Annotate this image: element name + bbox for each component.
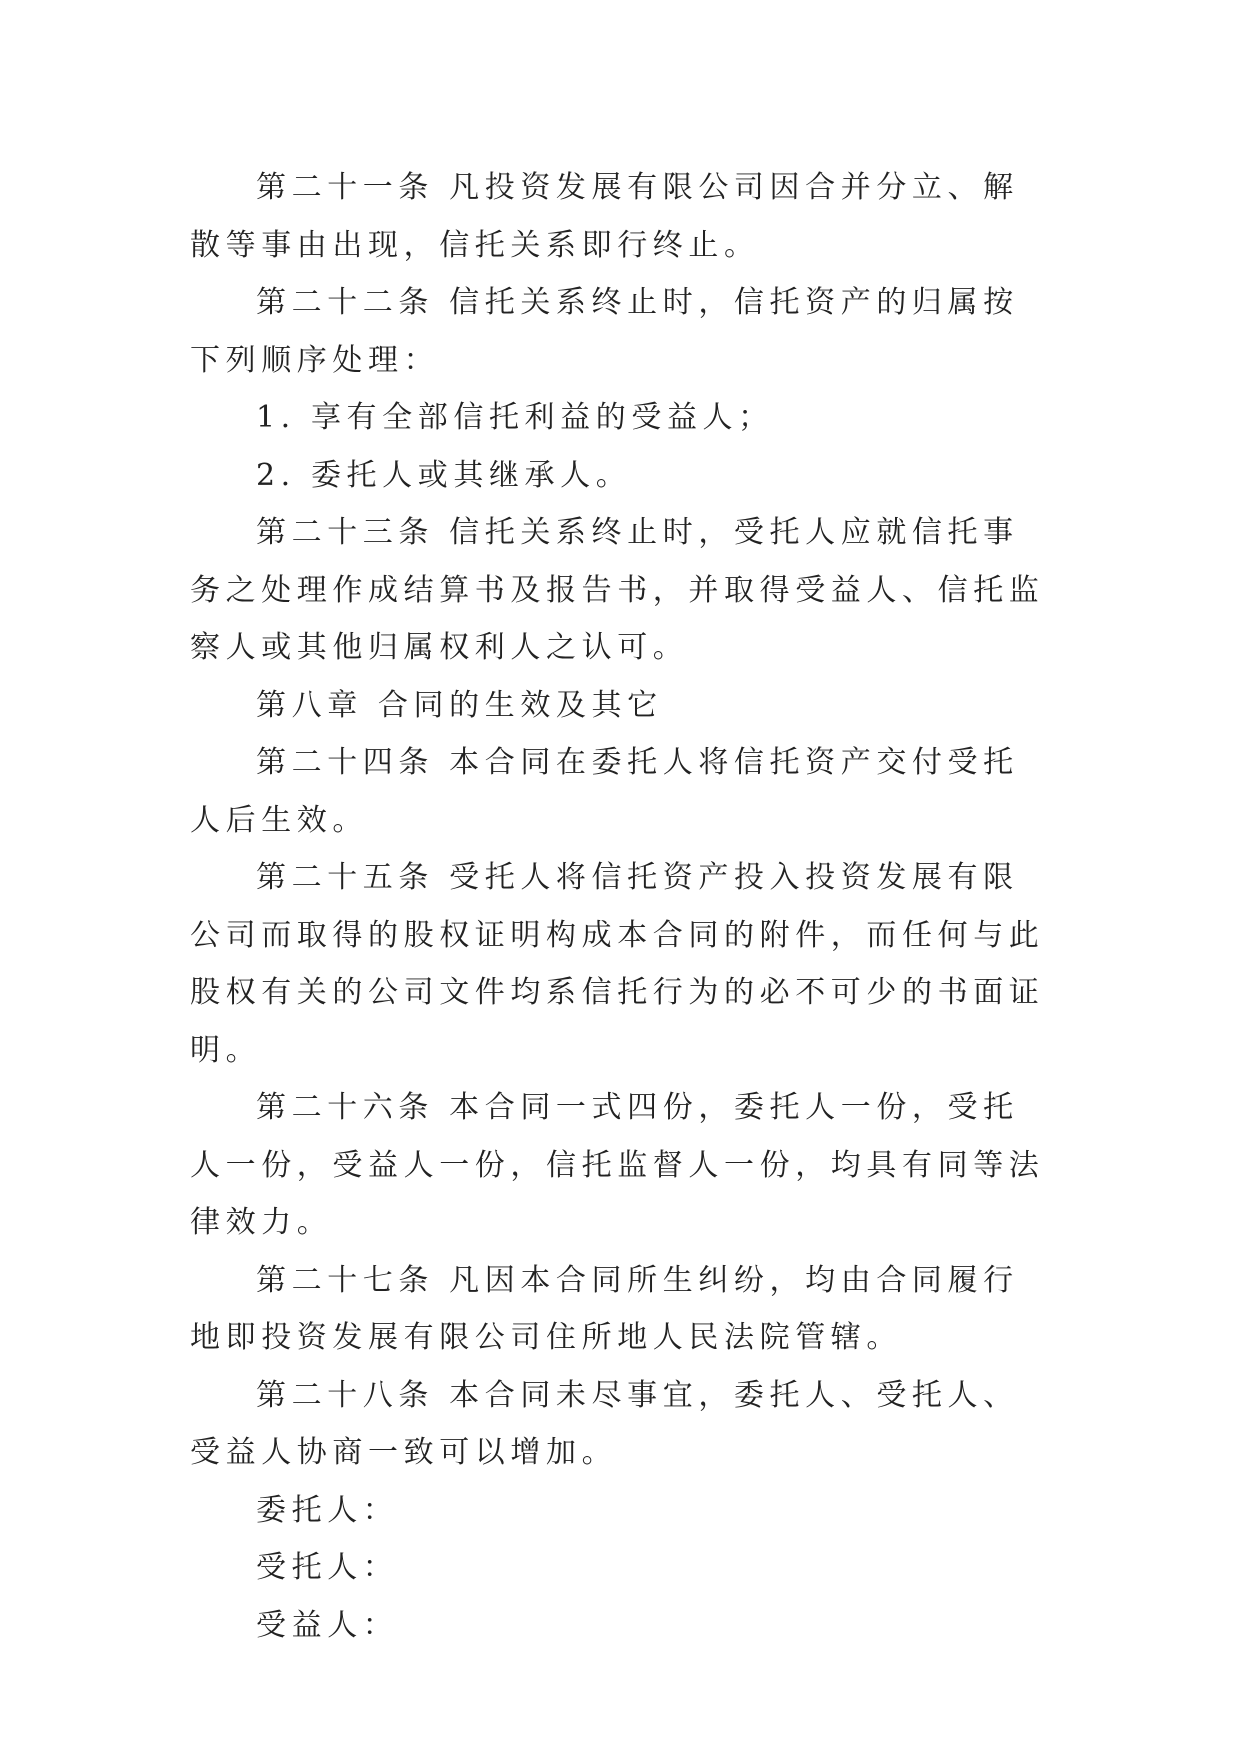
list-item-2: 2. 委托人或其继承人。	[256, 457, 632, 493]
article-24: 第二十四条 本合同在委托人将信托资产交付受托人后生效。	[190, 745, 1019, 838]
article-25: 第二十五条 受托人将信托资产投入投资发展有限公司而取得的股权证明构成本合同的附件，而任何与此股权有关的公司文件均系信托行为的必不可少的书面证明。	[190, 860, 1045, 1068]
signature-trustee: 受托人：	[256, 1550, 399, 1585]
signature-settlor: 委托人：	[256, 1492, 399, 1528]
article-27: 第二十七条 凡因本合同所生纠纷，均由合同履行地即投资发展有限公司住所地人民法院管辖。	[190, 1262, 1019, 1355]
list-item-1: 1. 享有全部信托利益的受益人；	[256, 400, 774, 435]
document-body	[190, 159, 1050, 1654]
article-23: 第二十三条 信托关系终止时，受托人应就信托事务之处理作成结算书及报告书，并取得受益人、信托监察人或其他归属权利人之认可。	[190, 515, 1045, 665]
article-28: 第二十八条 本合同未尽事宜，委托人、受托人、受益人协商一致可以增加。	[190, 1377, 1019, 1470]
article-22: 第二十二条 信托关系终止时，信托资产的归属按下列顺序处理：	[190, 285, 1019, 378]
article-21: 第二十一条 凡投资发展有限公司因合并分立、解散等事由出现，信托关系即行终止。	[190, 170, 1019, 263]
signature-beneficiary: 受益人：	[256, 1607, 399, 1643]
article-26: 第二十六条 本合同一式四份，委托人一份，受托人一份，受益人一份，信托监督人一份，均具有同等法律效力。	[190, 1090, 1045, 1240]
chapter-8-heading: 第八章 合同的生效及其它	[256, 687, 663, 723]
